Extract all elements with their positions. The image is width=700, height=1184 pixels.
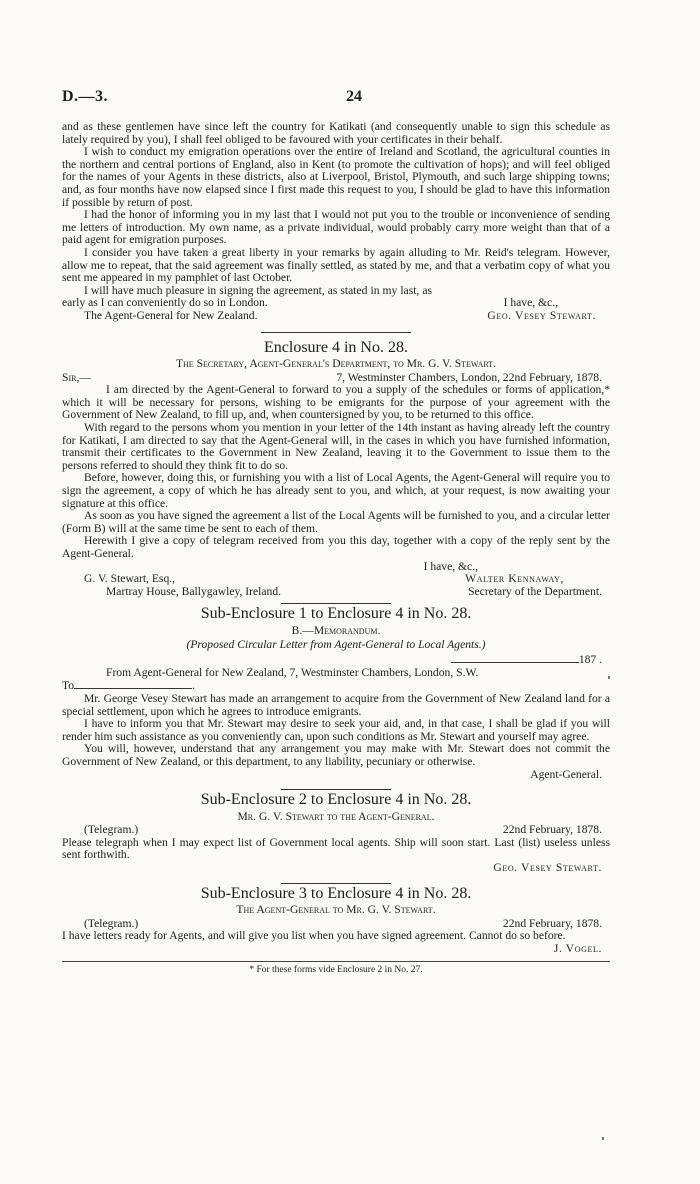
salutation: Sir,— bbox=[62, 370, 91, 384]
addressee-name: G. V. Stewart, Esq., bbox=[84, 572, 176, 586]
to-label: To bbox=[62, 679, 75, 693]
page-number: 24 bbox=[346, 88, 362, 105]
from-line: From Agent-General for New Zealand, 7, Westminster Chambers, London, S.W. bbox=[106, 665, 479, 679]
addressee: The Agent-General for New Zealand. bbox=[84, 308, 258, 322]
paragraph: and as these gentlemen have since left the country for Katikati (and consequently unable to sign this schedule as lately required by you), I shall feel obliged to be favoured with your certificates in their behalf. bbox=[62, 120, 610, 146]
paragraph: Mr. George Vesey Stewart has made an arrangement to acquire from the Government of New Zealand land for a special settlement, upon which he agrees to introduce emigrants. bbox=[62, 691, 610, 718]
signature: Agent-General. bbox=[530, 767, 602, 781]
paragraph: Herewith I give a copy of telegram received from you this day, together with a copy of the reply sent by the Agent-General. bbox=[62, 534, 610, 560]
sub-enclosure-2 bbox=[62, 791, 610, 875]
paragraph: I had the honor of informing you in my last that I would not put you to the trouble or inconvenience of sending me letters of introduction. My own name, as a private individual, would probably carry more weight than that of a paid agent for emigration purposes. bbox=[62, 208, 610, 247]
to-blank bbox=[74, 679, 192, 689]
closing-row bbox=[62, 285, 610, 310]
telegram-row bbox=[62, 824, 610, 837]
telegram-body: I have letters ready for Agents, and will give you list when you have signed agreement. Cannot do so before. bbox=[62, 929, 566, 943]
telegram-date: 22nd February, 1878. bbox=[502, 916, 602, 930]
memo-heading: B.—Memorandum. bbox=[291, 623, 381, 637]
divider bbox=[281, 883, 391, 884]
enclosure-subheading: The Secretary, Agent-General's Department, to Mr. G. V. Stewart. bbox=[175, 357, 497, 371]
paragraph: You will, however, understand that any arrangement you may make with Mr. Stewart does not commit the Government of New Zealand, or this department, to any liability, pecuniary or otherwise. bbox=[62, 742, 610, 768]
paragraph: I will have much pleasure in signing the agreement, as stated in my last, as early as I can conveniently do so in London. bbox=[62, 283, 432, 310]
address-date: 7, Westminster Chambers, London, 22nd February, 1878. bbox=[336, 370, 602, 384]
signature-row bbox=[62, 573, 610, 586]
enclosure-4 bbox=[62, 338, 610, 599]
scan-speck bbox=[608, 676, 610, 679]
signature-row bbox=[62, 586, 610, 599]
signature: Walter Kennaway, bbox=[465, 572, 564, 586]
letter-continuation bbox=[62, 121, 610, 323]
scan-speck bbox=[602, 1137, 604, 1140]
signature-row bbox=[62, 310, 610, 323]
signature: Geo. Vesey Stewart. bbox=[493, 861, 602, 875]
paragraph: Before, however, doing this, or furnishing you with a list of Local Agents, the Agent-General will require you to sign the agreement, a copy of which he has already sent to you, and which, at your request, is now awaiting your signature at this office. bbox=[62, 471, 610, 510]
divider bbox=[261, 332, 411, 333]
paragraph: I consider you have taken a great liberty in your remarks by again alluding to Mr. Reid's telegram. However, allow me to repeat, that the said agreement was finally settled, as stated by me, and that a verbatim copy of what you sent me appeared in my pamphlet of last October. bbox=[62, 245, 610, 285]
addressee-address: Martray House, Ballygawley, Ireland. bbox=[106, 584, 282, 598]
telegram-body: Please telegraph when I may expect list of Government local agents. Ship will soon start. Last (list) useless unless sent forthwith. bbox=[62, 835, 610, 862]
divider bbox=[281, 603, 391, 604]
enclosure-subheading: Mr. G. V. Stewart to the Agent-General. bbox=[237, 809, 435, 823]
date-line: 187 . bbox=[62, 653, 602, 667]
paragraph: As soon as you have signed the agreement a list of the Local Agents will be furnished to you, and a circular letter (Form B) will at the same time be sent to each of them. bbox=[62, 509, 610, 535]
closing: I have, &c., bbox=[503, 296, 558, 310]
signature: J. Vogel. bbox=[553, 942, 602, 956]
caption: (Proposed Circular Letter from Agent-General to Local Agents.) bbox=[186, 637, 486, 651]
sub-enclosure-3 bbox=[62, 884, 610, 956]
year: 187 bbox=[578, 653, 597, 667]
closing: I have, &c., bbox=[423, 559, 478, 573]
page-header bbox=[62, 88, 610, 108]
divider bbox=[281, 789, 391, 790]
telegram-label: (Telegram.) bbox=[84, 916, 139, 930]
enclosure-heading: Sub-Enclosure 2 to Enclosure 4 in No. 28. bbox=[200, 791, 472, 809]
date-blank bbox=[451, 653, 579, 663]
paragraph: With regard to the persons whom you mention in your letter of the 14th instant as having already left the country for Katikati, I am directed to say that the Agent-General will, in the cases in which you have furnished information, transmit their certificates to the Government in New Zealand, leaving it to the Government to issue them to the persons referred to should they think fit to do so. bbox=[62, 421, 610, 472]
footnote-rule bbox=[62, 961, 610, 962]
enclosure-subheading: The Agent-General to Mr. G. V. Stewart. bbox=[236, 903, 436, 917]
footnote: * For these forms vide Enclosure 2 in No. 27. bbox=[249, 964, 423, 975]
paragraph: I have to inform you that Mr. Stewart may desire to seek your aid, and, in that case, I shall be glad if you will render him such assistance as you conveniently can, upon such conditions as Mr. Stewart and yourself may agree. bbox=[62, 717, 610, 743]
signature-title: Secretary of the Department. bbox=[468, 584, 602, 598]
document-code: D.—3. bbox=[62, 88, 109, 105]
enclosure-heading: Sub-Enclosure 1 to Enclosure 4 in No. 28. bbox=[200, 605, 472, 623]
sub-enclosure-1 bbox=[62, 605, 610, 781]
enclosure-heading: Sub-Enclosure 3 to Enclosure 4 in No. 28. bbox=[200, 884, 472, 902]
paragraph: I am directed by the Agent-General to forward to you a supply of the schedules or forms of application,* which it will be necessary for persons, wishing to be emigrants for the purpose of your agreement with the Government of New Zealand, to fill up, and, when countersigned by you, to be returned to this office. bbox=[62, 383, 610, 422]
signature: Geo. Vesey Stewart. bbox=[487, 308, 596, 322]
document-body bbox=[62, 121, 610, 976]
telegram-date: 22nd February, 1878. bbox=[502, 823, 602, 837]
telegram-label: (Telegram.) bbox=[84, 823, 139, 837]
paragraph: I wish to conduct my emigration operations over the entire of Ireland and Scotland, the agricultural counties in the northern and central portions of England, also in Kent (to promote the cultivation of hops); and will feel obliged for the names of your Agents in these districts, also at Liverpool, Bristol, Plymouth, and such large shipping towns; and, as four months have now elapsed since I first made this request to you, I should be glad to have this information if possible by return of post. bbox=[62, 145, 610, 209]
to-line: To . bbox=[62, 679, 195, 693]
enclosure-heading: Enclosure 4 in No. 28. bbox=[264, 338, 408, 356]
